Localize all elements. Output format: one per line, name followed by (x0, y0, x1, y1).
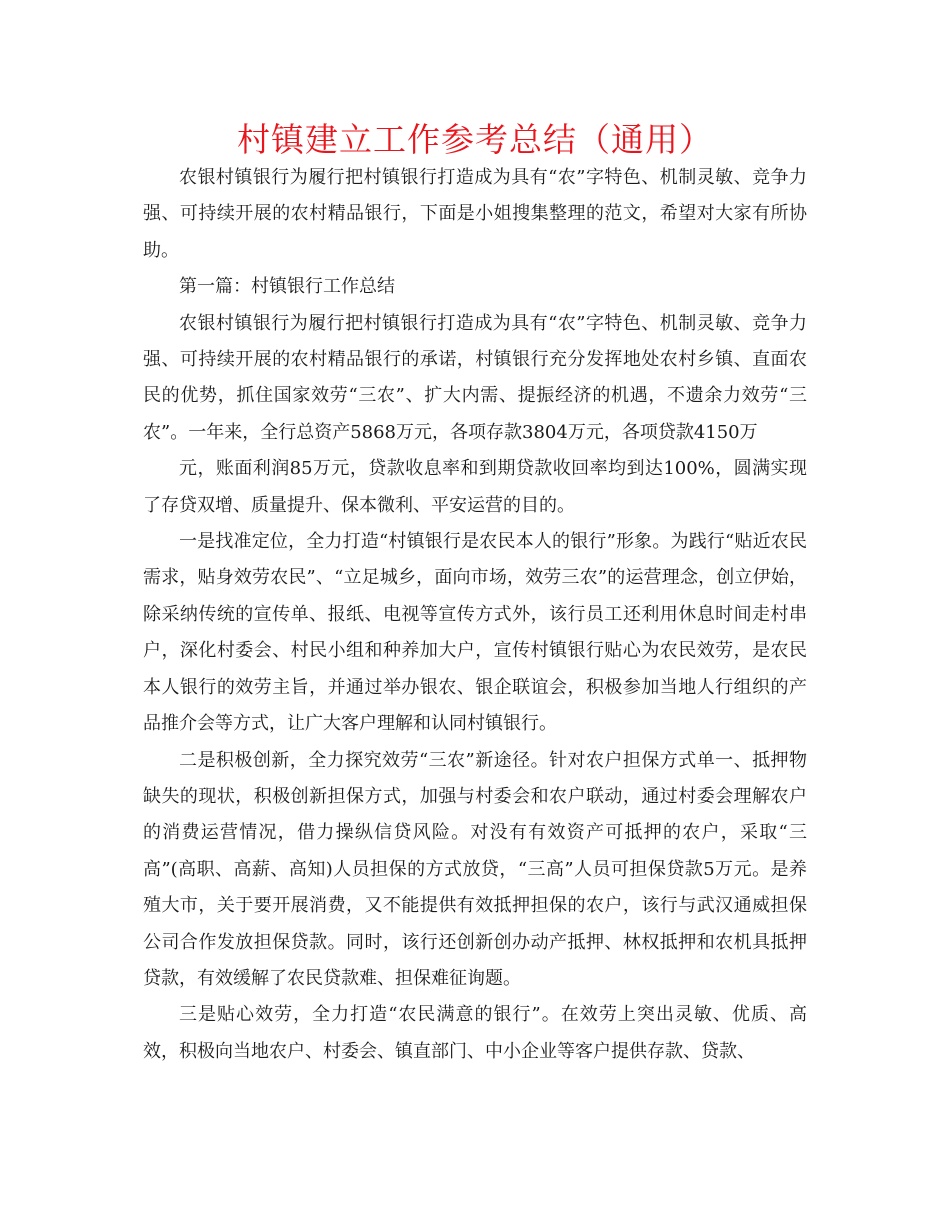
paragraph-results: 元，账面利润85万元，贷款收息率和到期贷款收回率均到达100%，圆满实现了存贷双增、质量提升、保本微利、平安运营的目的。 (143, 458, 807, 516)
paragraph-point-one: 一是找准定位，全力打造“村镇银行是农民本人的银行”形象。为践行“贴近农民需求，贴身效劳农民”、“立足城乡，面向市场，效劳三农”的运营理念，创立伊始，除采纳传统的宣传单、报纸、电视等宣传方式外，该行员工还利用休息时间走村串户，深化村委会、村民小组和种养加大户，宣传村镇银行贴心为农民效劳，是农民本人银行的效劳主旨，并通过举办银农、银企联谊会，积极参加当地人行组织的产品推介会等方式，让广大客户理解和认同村镇银行。 (143, 531, 807, 735)
paragraph-summary: 农银村镇银行为履行把村镇银行打造成为具有“农”字特色、机制灵敏、竞争力强、可持续开展的农村精品银行的承诺，村镇银行充分发挥地处农村乡镇、直面农民的优势，抓住国家效劳“三农”、扩大内需、提振经济的机遇，不遗余力效劳“三农”。一年来，全行总资产5868万元，各项存款3804万元，各项贷款4150万 (143, 312, 807, 443)
paragraph-point-two: 二是积极创新，全力探究效劳“三农”新途径。针对农户担保方式单一、抵押物缺失的现状，积极创新担保方式，加强与村委会和农户联动，通过村委会理解农户的消费运营情况，借力操纵信贷风险。对没有有效资产可抵押的农户，采取“三高”(高职、高薪、高知)人员担保的方式放贷，“三高”人员可担保贷款5万元。是养殖大市，关于要开展消费，又不能提供有效抵押担保的农户，该行与武汉通威担保公司合作发放担保贷款。同时，该行还创新创办动产抵押、林权抵押和农机具抵押贷款，有效缓解了农民贷款难、担保难征询题。 (143, 749, 807, 989)
paragraph-intro: 农银村镇银行为履行把村镇银行打造成为具有“农”字特色、机制灵敏、竞争力强、可持续开展的农村精品银行，下面是小姐搜集整理的范文，希望对大家有所协助。 (143, 167, 807, 261)
document-title: 村镇建立工作参考总结（通用） (237, 120, 713, 159)
document-body (143, 160, 807, 1070)
paragraph-point-three: 三是贴心效劳，全力打造“农民满意的银行”。在效劳上突出灵敏、优质、高效，积极向当地农户、村委会、镇直部门、中小企业等客户提供存款、贷款、 (143, 1004, 807, 1062)
section-heading: 第一篇：村镇银行工作总结 (179, 276, 395, 298)
